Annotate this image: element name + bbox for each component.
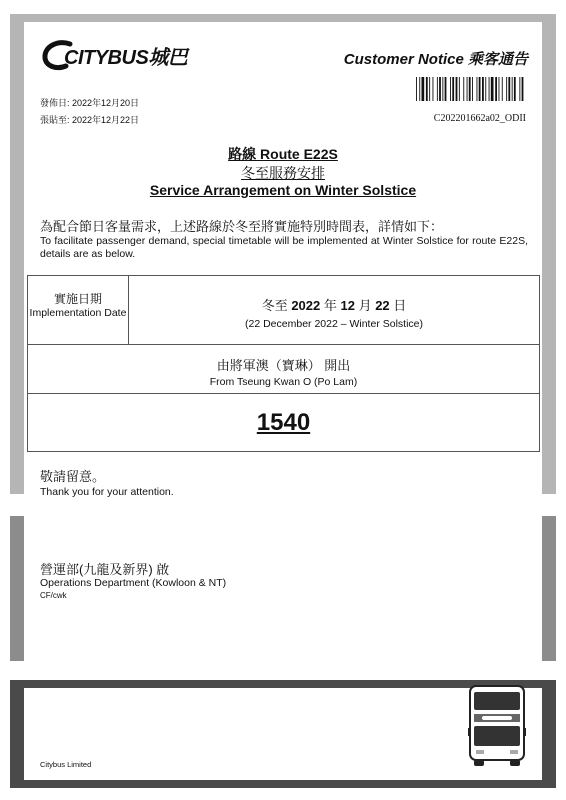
date-row bbox=[28, 276, 539, 345]
date-label-cell bbox=[28, 276, 129, 344]
barcode-icon bbox=[416, 77, 526, 107]
top-border bbox=[10, 14, 556, 22]
citybus-logo bbox=[40, 38, 187, 72]
intro-en: To facilitate passenger demand, special timetable will be implemented at Winter Solstice for route E22S, details are as below. bbox=[40, 235, 528, 260]
department-en: Operations Department (Kowloon & NT) bbox=[40, 577, 227, 589]
date-month-unit: 月 bbox=[354, 298, 376, 313]
arrangement-table bbox=[27, 275, 540, 452]
document-reference: C202201662a02_ODII bbox=[433, 113, 526, 124]
departure-time: 1540 bbox=[256, 409, 311, 436]
intro-zh: 為配合節日客量需求，上述路線於冬至將實施特別時間表，詳情如下： bbox=[40, 219, 444, 234]
date-day: 22 bbox=[375, 298, 390, 313]
double-decker-bus-icon bbox=[466, 684, 528, 768]
date-value-en: (22 December 2022 – Winter Solstice) bbox=[245, 318, 423, 330]
origin-zh: 由將軍澳（寶琳） 開出 bbox=[216, 358, 351, 373]
issue-date: 發佈日: 2022年12月20日 bbox=[40, 98, 140, 108]
bottom-band-top bbox=[24, 680, 542, 688]
date-year: 2022 bbox=[291, 298, 321, 313]
notice-title: Customer Notice 乘客通告 bbox=[343, 51, 528, 68]
date-day-unit: 日 bbox=[389, 298, 407, 313]
origin-row bbox=[28, 345, 539, 394]
departure-row bbox=[28, 394, 539, 452]
route-heading: 路線 Route E22S bbox=[228, 146, 338, 162]
date-value-cell bbox=[129, 276, 539, 344]
date-label-zh: 實施日期 bbox=[53, 292, 102, 306]
author-reference: CF/cwk bbox=[40, 591, 67, 600]
left-border-mid bbox=[10, 516, 24, 661]
date-value-zh bbox=[129, 295, 539, 314]
date-month: 12 bbox=[340, 298, 355, 313]
right-border-mid bbox=[542, 516, 556, 661]
company-name: Citybus Limited bbox=[40, 760, 92, 769]
closing-en: Thank you for your attention. bbox=[40, 486, 174, 498]
post-date: 張貼至: 2022年12月22日 bbox=[40, 115, 140, 125]
left-border-dark bbox=[10, 680, 24, 786]
department-zh: 營運部(九龍及新界) 啟 bbox=[40, 562, 170, 577]
origin-en: From Tseung Kwan O (Po Lam) bbox=[209, 376, 358, 388]
heading-zh: 冬至服務安排 bbox=[241, 165, 325, 181]
bottom-border bbox=[10, 780, 556, 788]
date-prefix: 冬至 bbox=[261, 298, 292, 313]
logo-text: CITYBUS城巴 bbox=[64, 46, 188, 69]
left-border-light bbox=[10, 14, 24, 494]
date-label-en: Implementation Date bbox=[29, 307, 127, 319]
heading-en: Service Arrangement on Winter Solstice bbox=[149, 182, 417, 198]
closing-zh: 敬請留意。 bbox=[40, 469, 106, 484]
right-border-dark bbox=[542, 680, 556, 786]
right-border-light bbox=[542, 14, 556, 494]
date-year-unit: 年 bbox=[320, 298, 341, 313]
